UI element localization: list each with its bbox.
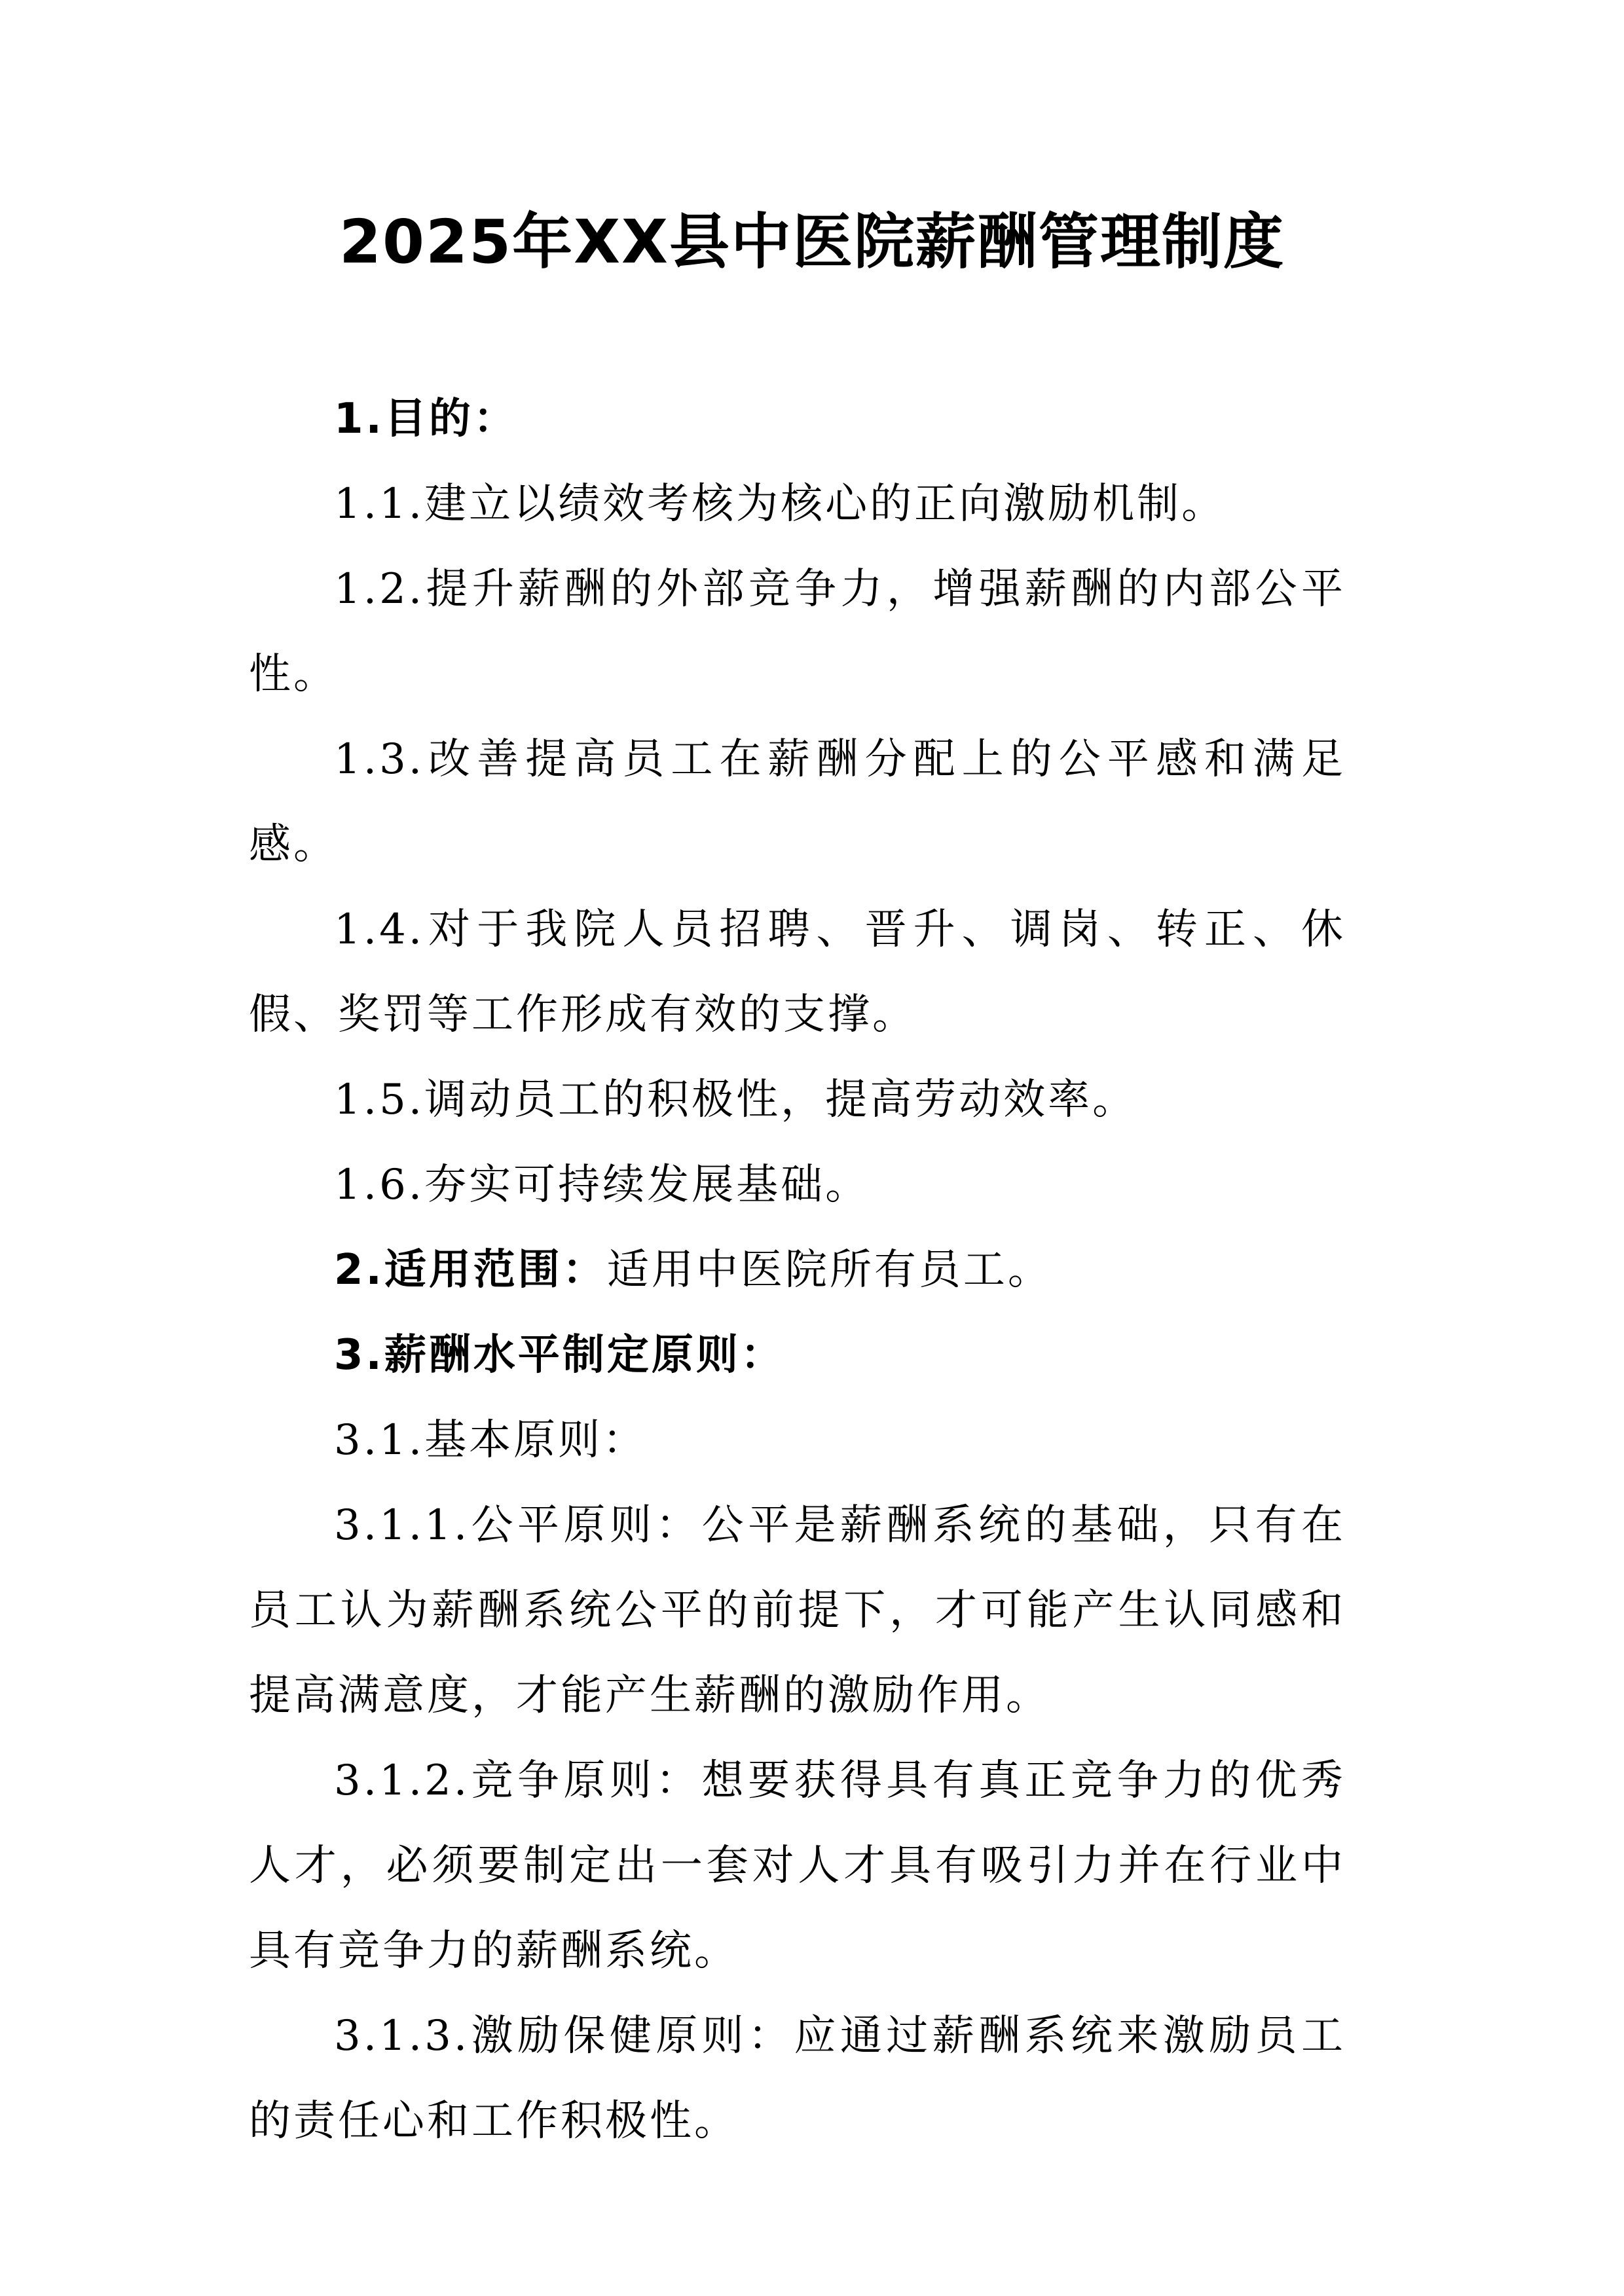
paragraph-1-6: 1.6.夯实可持续发展基础。 bbox=[334, 1161, 870, 1209]
paragraph-1-2: 1.2.提升薪酬的外部竞争力，增强薪酬的内部公平性。 bbox=[249, 565, 1346, 699]
paragraph-3-1: 3.1.基本原则： bbox=[334, 1416, 648, 1465]
document-title: 2025年XX县中医院薪酬管理制度 bbox=[339, 207, 1285, 277]
paragraph-3-1-2: 3.1.2.竞争原则：想要获得具有真正竞争力的优秀人才，必须要制定出一套对人才具有吸引力并在行业中具有竞争力的薪酬系统。 bbox=[249, 1757, 1346, 1975]
section-1-heading: 1.目的： bbox=[334, 395, 518, 443]
paragraph-1-5: 1.5.调动员工的积极性，提高劳动效率。 bbox=[334, 1076, 1137, 1124]
section-3-heading: 3.薪酬水平制定原则： bbox=[334, 1331, 785, 1379]
section-2-text: 适用中医院所有员工。 bbox=[606, 1246, 1052, 1294]
section-2 bbox=[249, 1228, 1346, 1313]
paragraph-1-1: 1.1.建立以绩效考核为核心的正向激励机制。 bbox=[334, 480, 1227, 528]
document-body bbox=[249, 376, 1346, 2164]
section-2-heading: 2.适用范围： bbox=[334, 1246, 607, 1294]
paragraph-1-3: 1.3.改善提高员工在薪酬分配上的公平感和满足感。 bbox=[249, 735, 1346, 869]
paragraph-3-1-1: 3.1.1.公平原则：公平是薪酬系统的基础，只有在员工认为薪酬系统公平的前提下，才可能产生认同感和提高满意度，才能产生薪酬的激励作用。 bbox=[249, 1501, 1346, 1720]
paragraph-1-4: 1.4.对于我院人员招聘、晋升、调岗、转正、休假、奖罚等工作形成有效的支撑。 bbox=[249, 905, 1346, 1039]
paragraph-3-1-3: 3.1.3.激励保健原则：应通过薪酬系统来激励员工的责任心和工作积极性。 bbox=[249, 2012, 1346, 2145]
